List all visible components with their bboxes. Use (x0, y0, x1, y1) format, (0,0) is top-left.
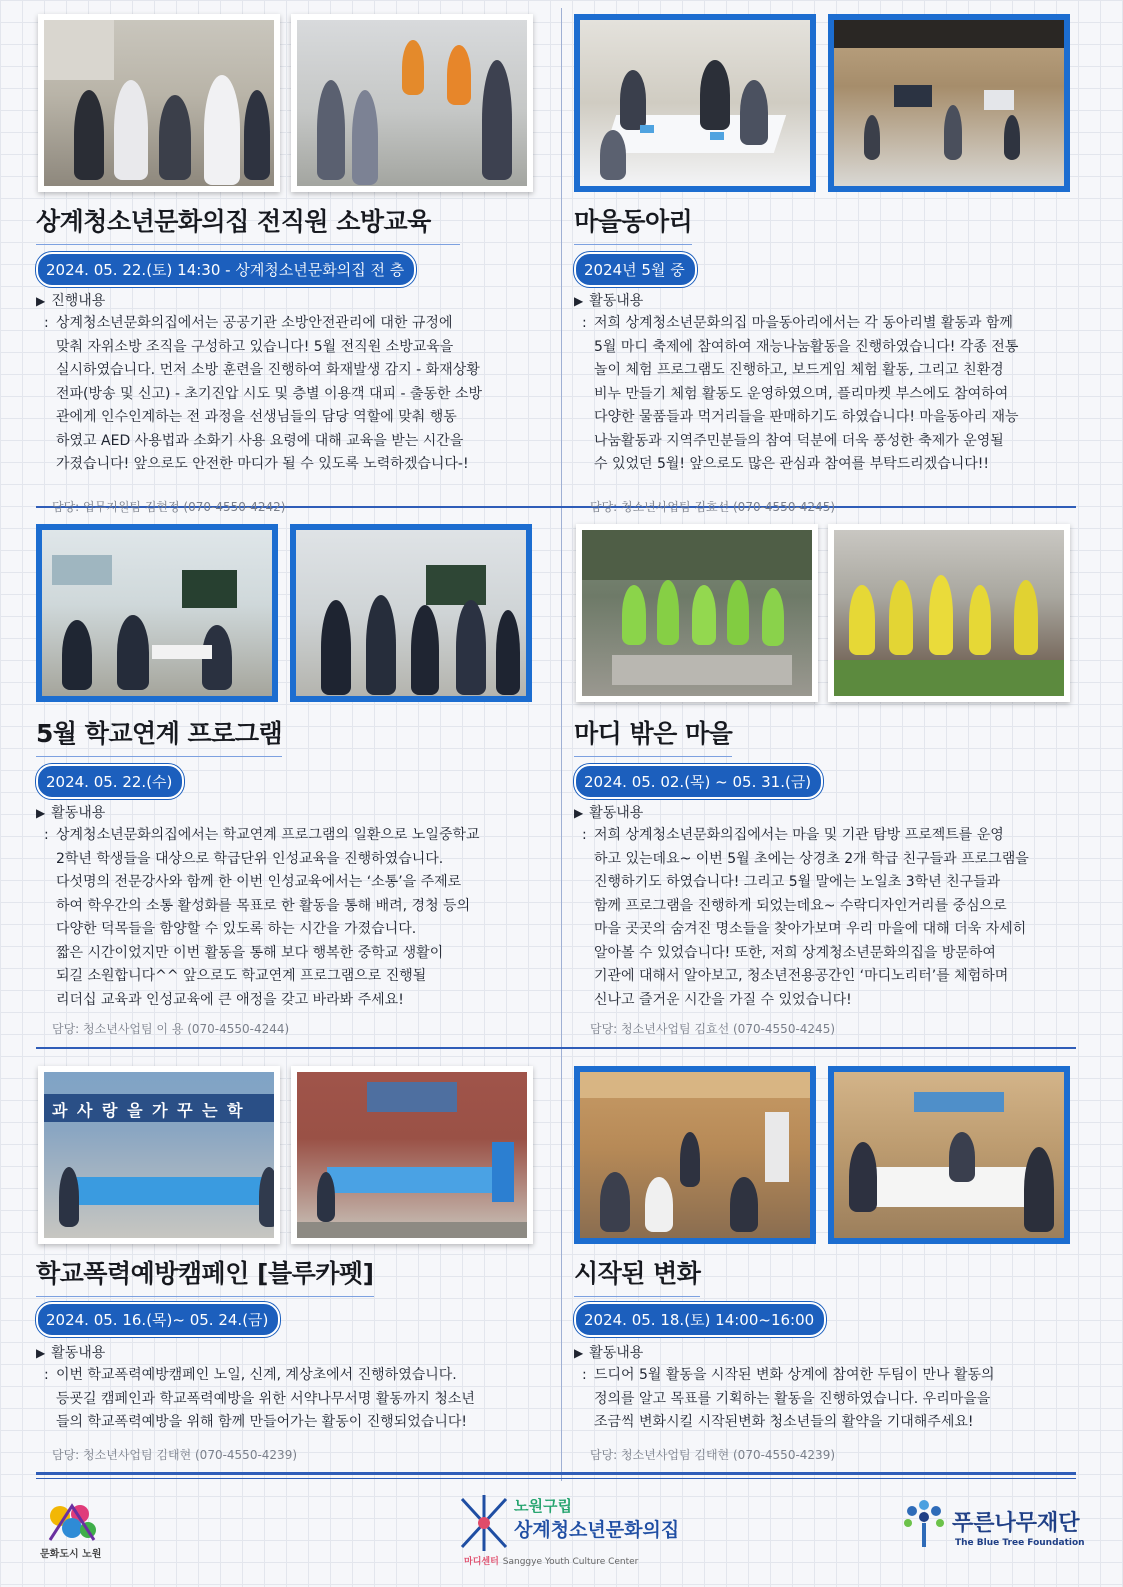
photo-school-program-1 (36, 524, 278, 702)
body-text: 이번 학교폭력예방캠페인 노일, 신계, 계상초에서 진행하였습니다. 등굣길 캠페인과 학교폭력예방을 위한 서약나무서명 활동까지 청소년 들의 학교폭력예방을 위해 함께 만들어가는 활동이 진행되었습니다! (56, 1367, 475, 1430)
nowon-culture-city-logo-icon (40, 1500, 104, 1544)
triangle-bullet-icon: ▶ (574, 1346, 584, 1360)
photo-school-program-2 (290, 524, 532, 702)
section-title: 5월 학교연계 프로그램 (36, 714, 282, 757)
center-logo-name: 상계청소년문화의집 (514, 1519, 680, 1541)
footer-rule-top (36, 1472, 1076, 1475)
photo-row (36, 524, 556, 702)
blue-tree-foundation-logo-icon (898, 1497, 950, 1549)
content-heading (36, 1342, 105, 1362)
triangle-bullet-icon: ▶ (574, 294, 584, 308)
madi-center-logo-icon (456, 1493, 512, 1553)
date-badge: 2024. 05. 22.(토) 14:30 - 상계청소년문화의집 전 층 (36, 252, 416, 287)
contact-info: 담당: 청소년사업팀 김태현 (070-4550-4239) (590, 1448, 836, 1462)
content-heading (574, 290, 643, 310)
content-heading (574, 1342, 643, 1362)
body-text: 상계청소년문화의집에서는 학교연계 프로그램의 일환으로 노일중학교 2학년 학생들을 대상으로 학급단위 인성교육을 진행하였습니다. 다섯명의 전문강사와 함께 한 이번 인성교육에서는 ‘소통’을 주제로 하여 학우간의 소통 활성화를 목표로 한 활동을 통해 배려, 경청 등의 다양한 덕목들을 함양할 수 있도록 하는 시간을 가졌습니다. 짧은 시간이었지만 이번 활동을 통해 보다 행복한 중학교 생활이 되길 소원합니다^^ 앞으로도 학교연계 프로그램으로 진행될 리더십 교육과 인성교육에 큰 애정을 갖고 바라봐 주세요! (56, 827, 480, 1008)
section-title: 학교폭력예방캠페인 [블루카펫] (36, 1254, 374, 1297)
content-body: : 저희 상계청소년문화의집 마을동아리에서는 각 동아리별 활동과 함께 5월 마디 축제에 참여하여 재능나눔활동을 진행하였습니다! 각종 전통 놀이 체험 프로그램도 진행하고, 보드게임 체험 활동, 그리고 친환경 비누 만들기 체험 활동도 운영하였으며, 플리마켓 부스에도 참여하여 다양한 물품들과 먹거리들을 판매하기도 하였습니다! 마을동아리 재능 나눔활동과 지역주민분들의 참여 덕분에 더욱 풍성한 축제가 운영될 수 있었던 5월! 앞으로도 많은 관심과 참여를 부탁드리겠습니다!! (584, 312, 1084, 477)
triangle-bullet-icon: ▶ (574, 806, 584, 820)
heading-label: 활동내용 (589, 293, 644, 309)
triangle-bullet-icon: ▶ (36, 294, 46, 308)
section-title: 마을동아리 (574, 202, 692, 245)
left-logo-text: 문화도시 노원 (40, 1549, 102, 1560)
triangle-bullet-icon: ▶ (36, 806, 46, 820)
center-logo-small: 노원구립 (514, 1497, 572, 1515)
content-body: : 상계청소년문화의집에서는 학교연계 프로그램의 일환으로 노일중학교 2학년 학생들을 대상으로 학급단위 인성교육을 진행하였습니다. 다섯명의 전문강사와 함께 한 이번 인성교육에서는 ‘소통’을 주제로 하여 학우간의 소통 활성화를 목표로 한 활동을 통해 배려, 경청 등의 다양한 덕목들을 함양할 수 있도록 하는 시간을 가졌습니다. 짧은 시간이었지만 이번 활동을 통해 보다 행복한 중학교 생활이 되길 소원합니다^^ 앞으로도 학교연계 프로그램으로 진행될 리더십 교육과 인성교육에 큰 애정을 갖고 바라봐 주세요! (46, 824, 546, 1012)
photo-village-outside-1 (576, 524, 818, 702)
body-text: 저희 상계청소년문화의집에서는 마을 및 기관 탐방 프로젝트를 운영 하고 있는데요~ 이번 5월 초에는 상경초 2개 학급 친구들과 프로그램을 진행하기도 하였습니다! 그리고 5월 말에는 노일초 3학년 친구들과 함께 프로그램을 진행하게 되었는데요~ 수락디자인거리를 중심으로 마을 곳곳의 숨겨진 명소들을 찾아가보며 우리 마을에 대해 더욱 자세히 알아볼 수 있었습니다! 또한, 저희 상계청소년문화의집을 방문하여 기관에 대해서 알아보고, 청소년전용공간인 ‘마디노리터’를 체험하며 신나고 즐거운 시간을 가질 수 있었습니다! (594, 827, 1029, 1008)
contact-info: 담당: 업무지원팀 김현정 (070-4550-4242) (52, 500, 286, 514)
column-divider (561, 8, 562, 1481)
center-logo-tag: 마디센터 (464, 1557, 499, 1567)
section-title: 마디 밖은 마을 (574, 714, 732, 757)
triangle-bullet-icon: ▶ (36, 1346, 46, 1360)
content-body: : 저희 상계청소년문화의집에서는 마을 및 기관 탐방 프로젝트를 운영 하고 있는데요~ 이번 5월 초에는 상경초 2개 학급 친구들과 프로그램을 진행하기도 하였습니다! 그리고 5월 말에는 노일초 3학년 친구들과 함께 프로그램을 진행하게 되었는데요~ 수락디자인거리를 중심으로 마을 곳곳의 숨겨진 명소들을 찾아가보며 우리 마을에 대해 더욱 자세히 알아볼 수 있었습니다! 또한, 저희 상계청소년문화의집을 방문하여 기관에 대해서 알아보고, 청소년전용공간인 ‘마디노리터’를 체험하며 신나고 즐거운 시간을 가질 수 있었습니다! (584, 824, 1084, 1012)
section-blue-carpet (36, 1066, 556, 1462)
center-logo-english: Sanggye Youth Culture Center (502, 1557, 639, 1567)
photo-row (36, 1066, 556, 1244)
contact-info: 담당: 청소년사업팀 이 용 (070-4550-4244) (52, 1022, 290, 1036)
contact-info: 담당: 청소년사업팀 김효선 (070-4550-4245) (590, 500, 836, 514)
date-badge: 2024. 05. 16.(목)~ 05. 24.(금) (36, 1302, 280, 1337)
photo-row (574, 14, 1094, 192)
body-text: 저희 상계청소년문화의집 마을동아리에서는 각 동아리별 활동과 함께 5월 마디 축제에 참여하여 재능나눔활동을 진행하였습니다! 각종 전통 놀이 체험 프로그램도 진행하고, 보드게임 체험 활동, 그리고 친환경 비누 만들기 체험 활동도 운영하였으며, 플리마켓 부스에도 참여하여 다양한 물품들과 먹거리들을 판매하기도 하였습니다! 마을동아리 재능 나눔활동과 지역주민분들의 참여 덕분에 더욱 풍성한 축제가 운영될 수 있었던 5월! 앞으로도 많은 관심과 참여를 부탁드리겠습니다!! (594, 315, 1019, 472)
date-badge: 2024. 05. 18.(토) 14:00~16:00 (574, 1302, 826, 1337)
photo-row (574, 1066, 1094, 1244)
photo-village-club-1 (574, 14, 816, 192)
heading-label: 활동내용 (51, 805, 106, 821)
body-text: 드디어 5월 활동을 시작된 변화 상계에 참여한 두팀이 만나 활동의 정의를 알고 목표를 기획하는 활동을 진행하였습니다. 우리마을을 조금씩 변화시킬 시작된변화 청소년들의 활약을 기대해주세요! (594, 1367, 995, 1430)
footer-rule-bottom (36, 1478, 1076, 1479)
section-village-club (574, 14, 1094, 514)
date-badge: 2024. 05. 22.(수) (36, 764, 184, 799)
section-title: 상계청소년문화의집 전직원 소방교육 (36, 202, 460, 245)
date-badge: 2024. 05. 02.(목) ~ 05. 31.(금) (574, 764, 823, 799)
photo-started-change-1 (574, 1066, 816, 1244)
section-village-outside (574, 524, 1094, 1036)
section-fire-training (36, 14, 556, 514)
content-body: : 상계청소년문화의집에서는 공공기관 소방안전관리에 대한 규정에 맞춰 자위소방 조직을 구성하고 있습니다! 5월 전직원 소방교육을 실시하였습니다. 먼저 소방 훈련을 진행하여 화재발생 감지 - 화재상황 전파(방송 및 신고) - 초기진압 시도 및 층별 이용객 대피 - 출동한 소방 관에게 인수인계하는 전 과정을 선생님들의 담당 역할에 맞춰 행동 하였고 AED 사용법과 소화기 사용 요령에 대해 교육을 받는 시간을 가졌습니다! 앞으로도 안전한 마디가 될 수 있도록 노력하겠습니다-! (46, 312, 546, 477)
heading-label: 활동내용 (589, 805, 644, 821)
photo-village-club-2 (828, 14, 1070, 192)
contact-info: 담당: 청소년사업팀 김태현 (070-4550-4239) (52, 1448, 298, 1462)
photo-fire-training-2 (291, 14, 533, 192)
section-started-change (574, 1066, 1094, 1462)
row-divider-2 (36, 1047, 1076, 1049)
right-logo-name: 푸른나무재단 (952, 1511, 1080, 1536)
content-body: : 이번 학교폭력예방캠페인 노일, 신계, 계상초에서 진행하였습니다. 등굣길 캠페인과 학교폭력예방을 위한 서약나무서명 활동까지 청소년 들의 학교폭력예방을 위해 함께 만들어가는 활동이 진행되었습니다! (46, 1364, 546, 1435)
heading-label: 활동내용 (589, 1345, 644, 1361)
right-logo-sub: The Blue Tree Foundation (955, 1538, 1085, 1548)
photo-blue-carpet-2 (291, 1066, 533, 1244)
section-school-program (36, 524, 556, 1036)
content-heading (36, 290, 105, 310)
photo-started-change-2 (828, 1066, 1070, 1244)
date-badge: 2024년 5월 중 (574, 252, 697, 287)
heading-label: 진행내용 (51, 293, 106, 309)
photo-row (574, 524, 1094, 702)
contact-info: 담당: 청소년사업팀 김효선 (070-4550-4245) (590, 1022, 836, 1036)
center-logo-sub (464, 1554, 638, 1567)
content-heading (574, 802, 643, 822)
photo-row (36, 14, 556, 192)
section-title: 시작된 변화 (574, 1254, 700, 1297)
photo-fire-training-1 (38, 14, 280, 192)
heading-label: 활동내용 (51, 1345, 106, 1361)
content-body: : 드디어 5월 활동을 시작된 변화 상계에 참여한 두팀이 만나 활동의 정의를 알고 목표를 기획하는 활동을 진행하였습니다. 우리마을을 조금씩 변화시킬 시작된변화 청소년들의 활약을 기대해주세요! (584, 1364, 1084, 1435)
banner-text: 과 사 랑 을 가 꾸 는 학 (52, 1101, 245, 1120)
photo-village-outside-2 (828, 524, 1070, 702)
photo-blue-carpet-1 (38, 1066, 280, 1244)
content-heading (36, 802, 105, 822)
body-text: 상계청소년문화의집에서는 공공기관 소방안전관리에 대한 규정에 맞춰 자위소방 조직을 구성하고 있습니다! 5월 전직원 소방교육을 실시하였습니다. 먼저 소방 훈련을 진행하여 화재발생 감지 - 화재상황 전파(방송 및 신고) - 초기진압 시도 및 층별 이용객 대피 - 출동한 소방 관에게 인수인계하는 전 과정을 선생님들의 담당 역할에 맞춰 행동 하였고 AED 사용법과 소화기 사용 요령에 대해 교육을 받는 시간을 가졌습니다! 앞으로도 안전한 마디가 될 수 있도록 노력하겠습니다-! (56, 315, 483, 472)
